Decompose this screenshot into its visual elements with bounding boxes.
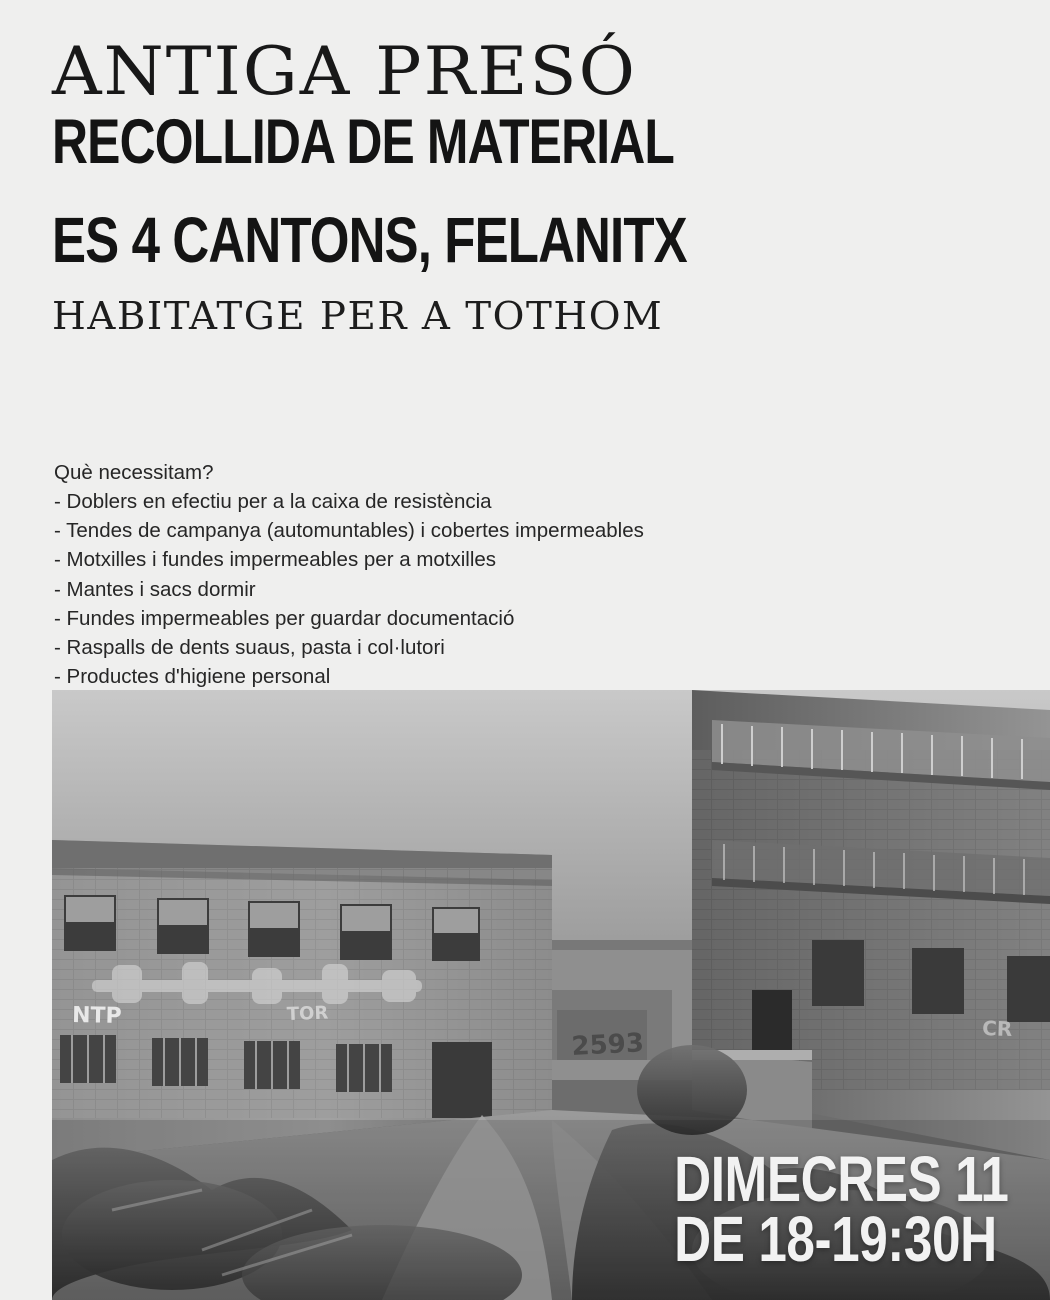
list-item: - Raspalls de dents suaus, pasta i col·lutori xyxy=(54,636,445,660)
svg-text:TOR: TOR xyxy=(286,1002,329,1025)
list-item: - Productes d'higiene personal xyxy=(54,665,331,689)
list-item: - Motxilles i fundes impermeables per a motxilles xyxy=(54,548,497,572)
svg-text:NTP: NTP xyxy=(71,1003,122,1029)
needs-question: Què necessitam? xyxy=(54,461,214,484)
list-item: - Mantes i sacs dormir xyxy=(54,577,256,601)
poster-title-primary: ANTIGA PRESÓ xyxy=(52,33,637,110)
svg-text:CR: CR xyxy=(981,1016,1013,1042)
poster-title-location: ES 4 CANTONS, FELANITX xyxy=(52,204,687,276)
date-line-day: DIMECRES 11 xyxy=(673,1144,1008,1216)
poster-photo xyxy=(52,690,1050,1300)
headline-block xyxy=(52,33,932,338)
list-item: - Fundes impermeables per guardar documentació xyxy=(54,606,515,630)
date-overlay xyxy=(637,1144,1008,1276)
date-line-time: DE 18-19:30H xyxy=(673,1203,997,1276)
list-item: - Doblers en efectiu per a la caixa de resistència xyxy=(54,490,492,513)
list-item: - Tendes de campanya (automuntables) i cobertes impermeables xyxy=(54,519,644,543)
svg-text:2593: 2593 xyxy=(570,1028,645,1062)
poster-title-slogan: HABITATGE PER A TOTHOM xyxy=(52,293,664,338)
poster-title-subject: RECOLLIDA DE MATERIAL xyxy=(52,106,675,177)
